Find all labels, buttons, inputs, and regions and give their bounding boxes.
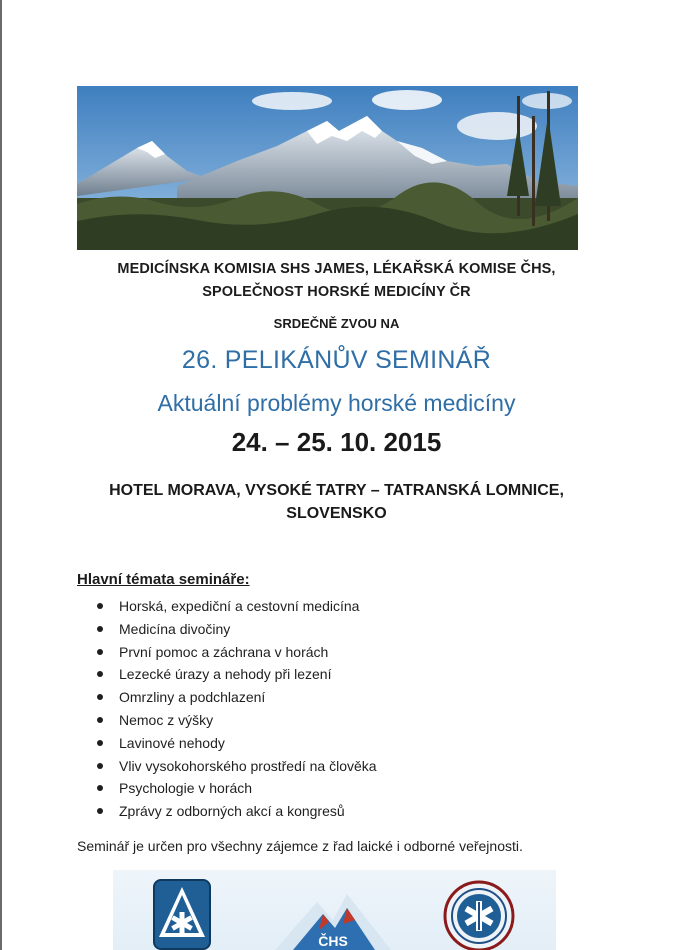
- logo-strip: [113, 870, 556, 950]
- bullet-icon: [97, 717, 103, 723]
- audience-note: Seminář je určen pro všechny zájemce z řad laické i odborné veřejnosti.: [77, 838, 523, 854]
- organizers-line-1: MEDICÍNSKA KOMISIA SHS JAMES, LÉKAŘSKÁ KOMISE ČHS,: [117, 261, 556, 277]
- list-item: [97, 642, 377, 665]
- topic-text: Omrzliny a podchlazení: [119, 689, 266, 706]
- topic-text: Zprávy z odborných akcí a kongresů: [119, 803, 345, 820]
- topic-text: Nemoc z výšky: [119, 711, 214, 728]
- list-item: [97, 756, 377, 779]
- topics-heading: Hlavní témata semináře:: [77, 571, 250, 588]
- venue-line-1: HOTEL MORAVA, VYSOKÉ TATRY – TATRANSKÁ LOMNICE,: [109, 482, 564, 499]
- mountain-banner-image: [77, 86, 578, 250]
- bullet-icon: [97, 694, 103, 700]
- bullet-icon: [97, 603, 103, 609]
- topic-text: Horská, expediční a cestovní medicína: [119, 598, 360, 614]
- list-item: [97, 733, 377, 756]
- bullet-icon: [97, 785, 103, 791]
- list-item: [97, 687, 377, 710]
- list-item: [97, 619, 377, 642]
- medical-commission-seal-icon: [443, 880, 515, 950]
- bullet-icon: [97, 649, 103, 655]
- topic-text: První pomoc a záchrana v horách: [119, 643, 329, 660]
- mountain-rescue-logo-icon: [153, 879, 211, 950]
- list-item: [97, 664, 377, 687]
- page-edge: [0, 0, 2, 950]
- topic-text: Vliv vysokohorského prostředí na člověka: [119, 757, 377, 774]
- seminar-date: 24. – 25. 10. 2015: [231, 427, 442, 457]
- topic-text: Psychologie v horách: [119, 780, 253, 797]
- bullet-icon: [97, 763, 103, 769]
- invitation-text: SRDEČNĚ ZVOU NA: [273, 316, 400, 331]
- topic-text: Lavinové nehody: [119, 734, 225, 751]
- topic-text: Lezecké úrazy a nehody při lezení: [119, 666, 332, 683]
- seminar-title: 26. PELIKÁNŮV SEMINÁŘ: [181, 346, 492, 374]
- list-item: [97, 710, 377, 733]
- bullet-icon: [97, 626, 103, 632]
- organizers-line-2: SPOLEČNOST HORSKÉ MEDICÍNY ČR: [202, 284, 471, 300]
- bullet-icon: [97, 808, 103, 814]
- venue-line-2: SLOVENSKO: [286, 505, 387, 522]
- topic-text: Medicína divočiny: [119, 620, 231, 637]
- chs-logo-text: ČHS: [318, 933, 348, 949]
- list-item: [97, 596, 377, 619]
- seminar-subtitle: Aktuální problémy horské medicíny: [157, 390, 516, 416]
- list-item: [97, 778, 377, 801]
- topics-list: [97, 596, 377, 824]
- list-item: [97, 801, 377, 824]
- bullet-icon: [97, 740, 103, 746]
- chs-logo-icon: [275, 884, 391, 950]
- bullet-icon: [97, 671, 103, 677]
